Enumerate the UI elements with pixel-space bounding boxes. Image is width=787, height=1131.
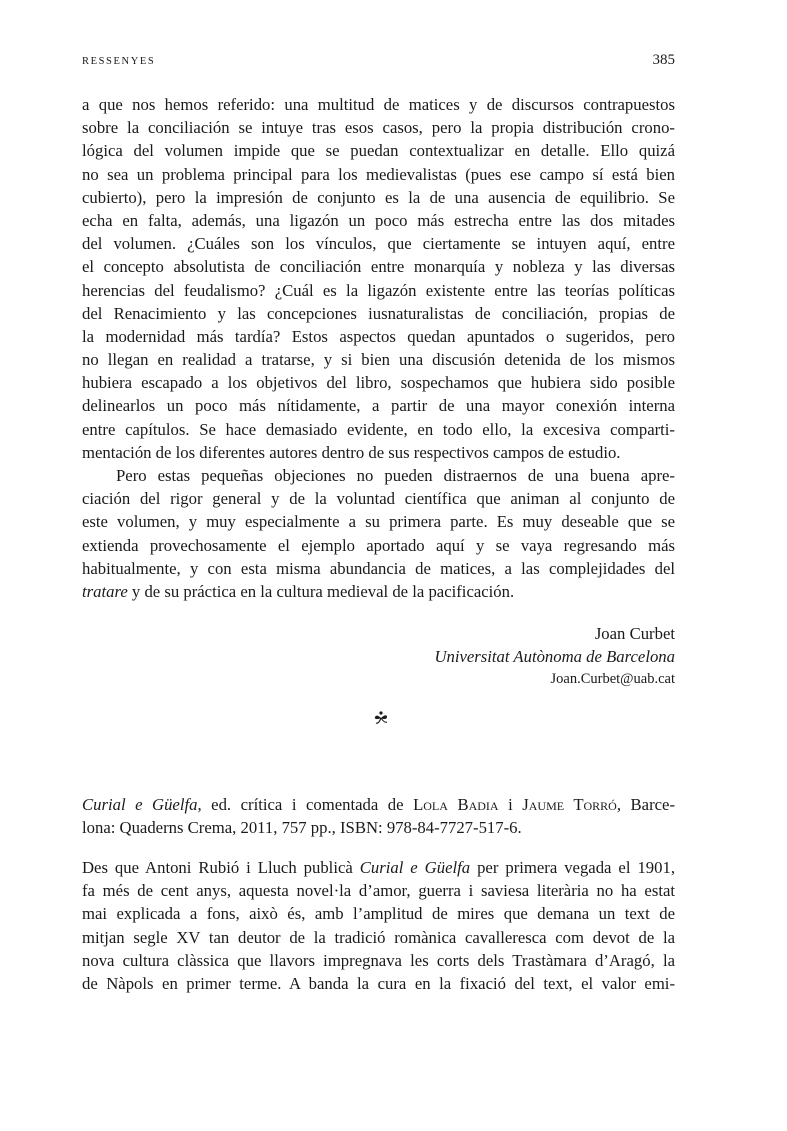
body-line: Des que Antoni Rubió i Lluch publicà Curial e Güelfa per primera vegada el 1901,: [82, 858, 675, 877]
body-line: del volumen. ¿Cuáles son los vínculos, que ciertamente se intuyen aquí, entre: [82, 234, 675, 254]
body-line: a que nos hemos referido: una multitud de matices y de discursos contrapuestos: [82, 95, 675, 114]
body-line: fa més de cent anys, aquesta novel·la d’amor, guerra i saviesa literària no ha estat: [82, 881, 675, 901]
body-line: Pero estas pequeñas objeciones no pueden distraernos de una buena apre-: [116, 466, 675, 485]
page-number: 385: [652, 52, 675, 68]
fleuron-ornament-icon: [372, 709, 390, 727]
body-line: cubierto), pero la impresión de conjunto es la de una ausencia de equilibrio. Se: [82, 187, 675, 207]
body-line: la modernidad más tardía? Estos aspectos quedan apuntados o sugeridos, pero: [82, 326, 675, 346]
body-line: no llegan en realidad a tratarse, y si bien una discusión detenida de los mismos: [82, 350, 675, 370]
body-line: ciación del rigor general y de la voluntad científica que animan al conjunto de: [82, 489, 675, 509]
italic-term: tratare: [82, 581, 128, 601]
body-line: hubiera escapado a los objetivos del libro, sospechamos que hubiera sido posible: [82, 373, 675, 393]
body-line: herencias del feudalismo? ¿Cuál es la ligazón existente entre las teorías políticas: [82, 280, 675, 300]
body-line: echa en falta, además, una ligazón un poco más estrecha entre las dos mitades: [82, 210, 675, 230]
editor-name: Jaume Torró: [522, 795, 617, 814]
body-line: tratare y de su práctica en la cultura medieval de la pacificación.: [82, 581, 515, 601]
book-title: Curial e Güelfa: [359, 858, 471, 877]
body-line: el concepto absolutista de conciliación entre monarquía y nobleza y las diversas: [82, 257, 675, 277]
body-line: sobre la conciliación se intuye tras esos casos, pero la propia distribución crono-: [82, 118, 675, 138]
body-line: habitualmente, y con esta misma abundancia de matices, a las complejidades del: [82, 558, 675, 578]
author-institution: Universitat Autònoma de Barcelona: [434, 647, 675, 666]
author-email: Joan.Curbet@uab.cat: [550, 671, 675, 687]
body-line: mai explicada a fons, això és, amb l’amplitud de mires que demana un text de: [82, 904, 675, 924]
body-line: este volumen, y muy especialmente a su primera parte. Es muy deseable que se: [82, 512, 675, 532]
body-line: lógica del volumen impide que se puedan contextualizar en detalle. Ello quizá: [82, 141, 675, 161]
author-name: Joan Curbet: [594, 624, 675, 643]
body-line: mentación de los diferentes autores dentro de sus respectivos campos de estudio.: [82, 442, 621, 462]
citation: [82, 793, 675, 839]
citation-line: lona: Quaderns Crema, 2011, 757 pp., ISBN: 978-84-7727-517-6.: [82, 818, 522, 838]
body-line: entre capítulos. Se hace demasiado evidente, en todo ello, la excesiva comparti-: [82, 419, 675, 439]
editor-name: Lola Badia: [413, 795, 499, 814]
book-title: Curial e Güelfa: [82, 795, 198, 814]
new-review-body: [82, 856, 675, 995]
body-line: no sea un problema principal para los medievalistas (pues ese campo sí está bien: [82, 164, 675, 184]
running-head: [82, 52, 675, 74]
body-line: del Renacimiento y las concepciones iusnaturalistas de conciliación, propias de: [82, 303, 675, 323]
body-line: mitjan segle XV tan deutor de la tradició romànica cavalleresca com devot de la: [82, 927, 675, 947]
review-body: [82, 93, 675, 603]
citation-line: Curial e Güelfa, ed. crítica i comentada de Lola Badia i Jaume Torró, Barce-: [82, 795, 676, 814]
section-title: RESSENYES: [82, 56, 156, 67]
body-line: nova cultura clàssica que llavors impregnava les corts dels Trastàmara d’Aragó, la: [82, 950, 675, 970]
body-line: delinearlos un poco más nítidamente, a partir de una mayor conexión interna: [82, 396, 675, 416]
body-line: extienda provechosamente el ejemplo aportado aquí y se vaya regresando más: [82, 535, 675, 555]
body-line: de Nàpols en primer terme. A banda la cura en la fixació del text, el valor emi-: [82, 973, 675, 993]
